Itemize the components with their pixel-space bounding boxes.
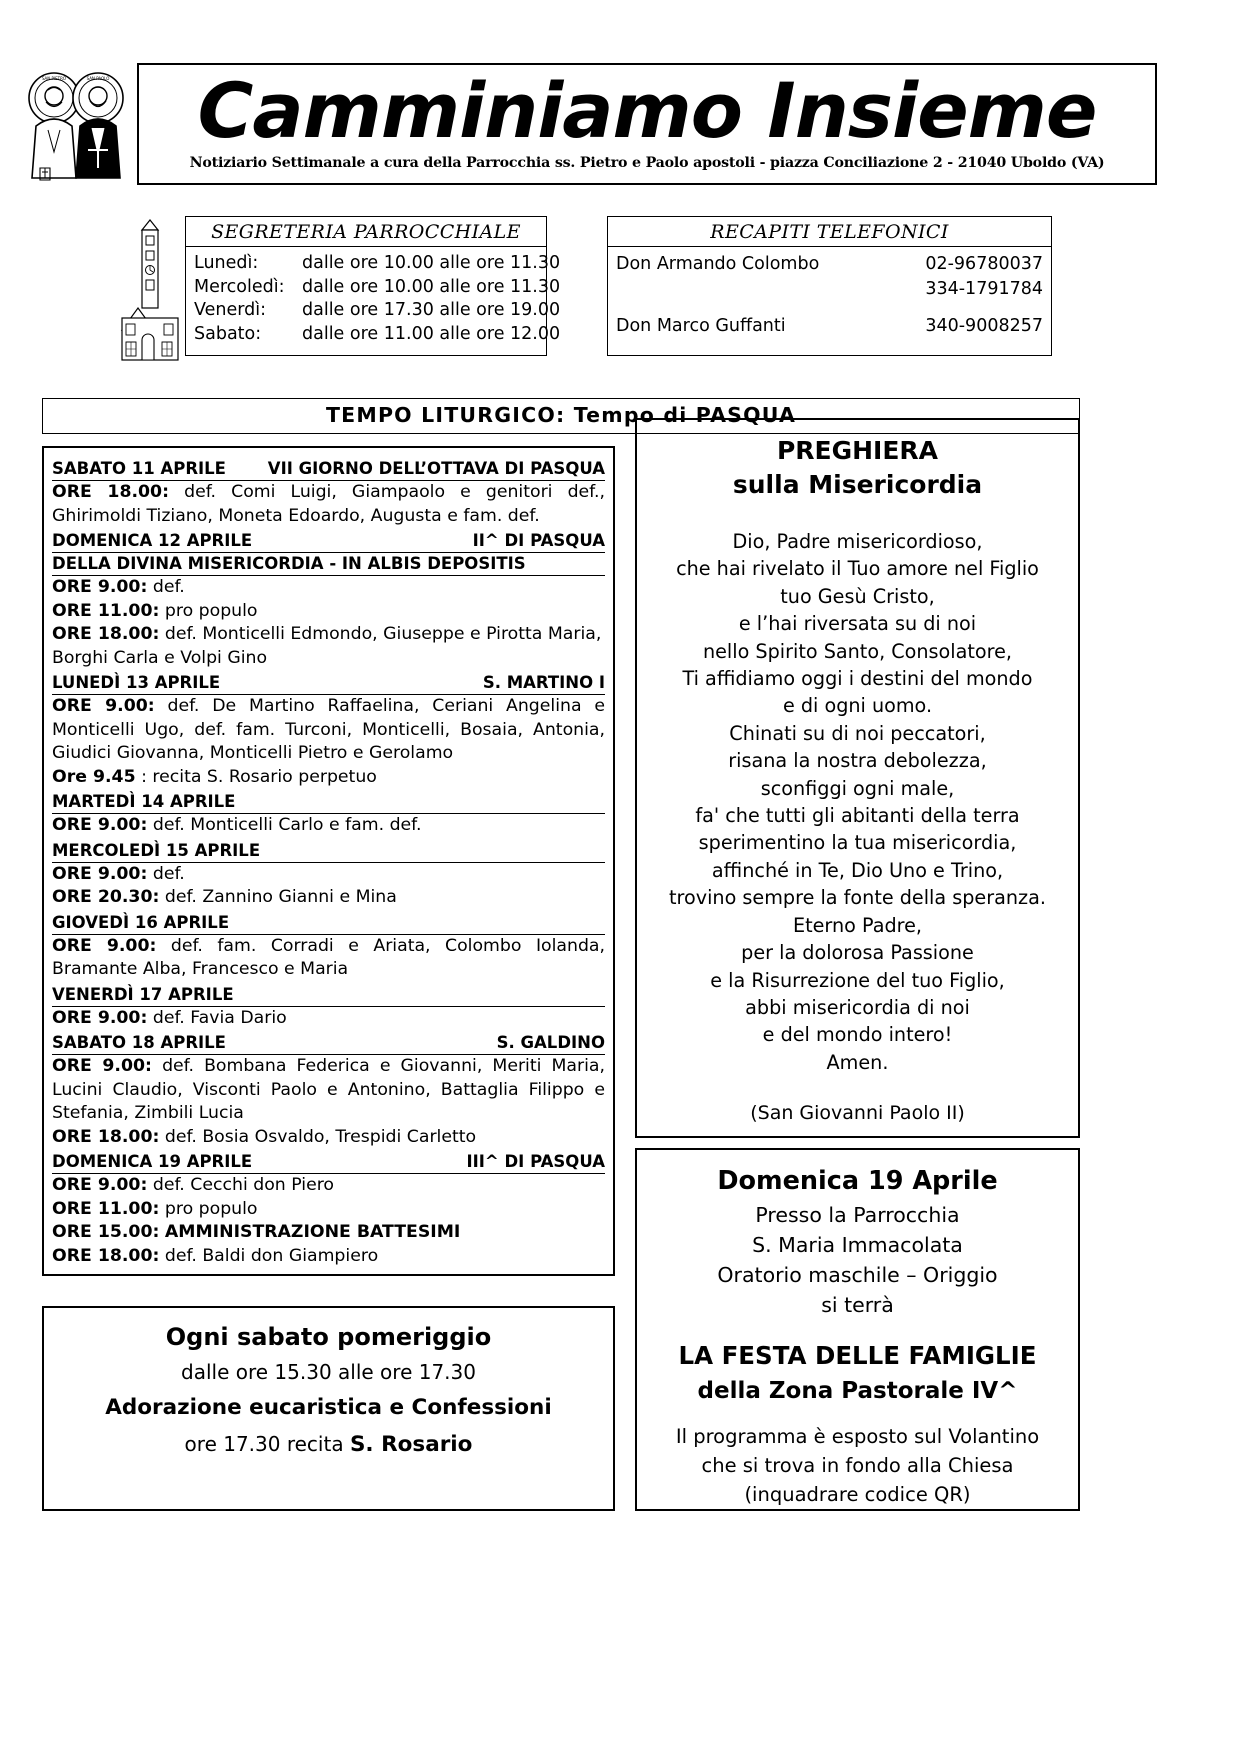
entry-text: def. <box>152 577 185 597</box>
schedule-day-header <box>52 840 605 863</box>
prayer-line: affinché in Te, Dio Uno e Trino, <box>711 858 1004 882</box>
day-label: GIOVEDÌ 16 APRILE <box>52 912 230 932</box>
masthead <box>22 58 1218 186</box>
prayer-line: Dio, Padre misericordioso, <box>732 530 983 553</box>
prayer-line: fa' che tutti gli abitanti della terra <box>695 804 1020 828</box>
entry-text: def. Zannino Gianni e Mina <box>164 887 397 907</box>
entry-time: Ore 9.45 <box>52 766 136 787</box>
prayer-line: abbi misericordia di noi <box>745 995 970 1019</box>
schedule-day-header <box>52 530 605 553</box>
feast-date: Domenica 19 Aprile <box>717 1166 998 1196</box>
day-feast: S. GALDINO <box>496 1033 605 1052</box>
segreteria-title: SEGRETERIA PARROCCHIALE <box>186 217 546 247</box>
masthead-title-box <box>137 63 1157 185</box>
adoration-title: Ogni sabato pomeriggio <box>165 1323 492 1351</box>
segreteria-row <box>194 299 561 323</box>
prayer-title-line1: PREGHIERA <box>776 436 939 465</box>
schedule-entry <box>52 1055 605 1126</box>
day-feast: II^ DI PASQUA <box>472 531 605 550</box>
day-feast: S. MARTINO I <box>482 673 605 692</box>
prayer-line: trovino sempre la fonte della speranza. <box>669 886 1046 910</box>
entry-text: def. <box>152 863 185 884</box>
entry-text: def. Comi Luigi, Giampaolo e genitori def., Ghirimoldi Tiziano, Moneta Edoardo, Augusta e fam. def. <box>52 482 605 526</box>
prayer-line: e la Risurrezione del tuo Figlio, <box>710 968 1005 992</box>
segreteria-time: dalle ore 11.00 alle ore 12.00 <box>302 323 561 344</box>
schedule-entry <box>52 1198 605 1222</box>
entry-time: ORE 18.00: <box>52 1126 160 1147</box>
day-label: LUNEDÌ 13 APRILE <box>52 673 221 692</box>
adoration-box <box>42 1306 615 1511</box>
day-label: SABATO 18 APRILE <box>52 1033 226 1052</box>
entry-time: ORE 20.30: <box>52 887 160 907</box>
entry-time: ORE 9.00: <box>52 815 148 835</box>
segreteria-time: dalle ore 10.00 alle ore 11.30 <box>302 276 561 297</box>
entry-text: pro populo <box>164 600 258 621</box>
schedule-day-header <box>52 984 605 1007</box>
rosary-prefix: ore 17.30 recita <box>184 1432 350 1456</box>
entry-time: ORE 15.00: <box>52 1222 160 1242</box>
entry-text: def. fam. Corradi e Ariata, Colombo Iolanda, Bramante Alba, Francesco e Maria <box>52 935 606 979</box>
entry-text: def. Monticelli Carlo e fam. def. <box>152 815 422 835</box>
publication-title: Camminiamo Insieme <box>197 66 1097 155</box>
entry-time: ORE 18.00: <box>52 624 160 644</box>
feast-location-line: S. Maria Immacolata <box>752 1233 963 1257</box>
entry-text: def. Baldi don Giampiero <box>164 1245 379 1266</box>
church-illustration-icon <box>120 218 180 363</box>
feast-headline-1: LA FESTA DELLE FAMIGLIE <box>678 1341 1037 1370</box>
segreteria-day: Venerdì: <box>194 300 266 320</box>
entry-text: def. Bombana Federica e Giovanni, Meriti Maria, Lucini Claudio, Visconti Paolo e Antonino, Battaglia Filippo e Stefania, Zimbili Lucia <box>52 1056 606 1123</box>
contact-row <box>616 314 1043 339</box>
prayer-line: Eterno Padre, <box>792 913 923 937</box>
schedule-entry <box>52 1126 605 1150</box>
prayer-line: e di ogni uomo. <box>782 694 933 718</box>
entry-text: AMMINISTRAZIONE BATTESIMI <box>164 1222 461 1242</box>
day-label: MARTEDÌ 14 APRILE <box>52 792 236 811</box>
schedule-entry <box>52 576 605 600</box>
contact-name: Don Armando Colombo <box>616 254 820 274</box>
schedule-day-header <box>52 1032 605 1055</box>
schedule-entry <box>52 766 605 790</box>
entry-time: ORE 9.00: <box>52 1007 148 1028</box>
day-label: DOMENICA 12 APRILE <box>52 531 253 550</box>
schedule-day-header <box>52 1151 605 1174</box>
feast-note-line: che si trova in fondo alla Chiesa <box>701 1454 1014 1477</box>
prayer-line: Amen. <box>826 1050 889 1074</box>
entry-time: ORE 9.00: <box>52 577 148 597</box>
prayer-line: sconfiggi ogni male, <box>760 776 955 800</box>
segreteria-time: dalle ore 10.00 alle ore 11.30 <box>302 253 561 273</box>
prayer-attribution: (San Giovanni Paolo II) <box>750 1102 965 1125</box>
feast-location-line: Oratorio maschile – Origgio <box>717 1263 998 1287</box>
entry-text: : recita S. Rosario perpetuo <box>141 766 377 787</box>
contact-phone: 334-1791784 <box>925 279 1043 299</box>
liturgical-season-banner: TEMPO LITURGICO: Tempo di PASQUA <box>42 398 1080 434</box>
entry-time: ORE 9.00: <box>52 1175 148 1195</box>
schedule-entry <box>52 1174 605 1198</box>
entry-time: ORE 18.00: <box>52 482 169 502</box>
contact-phone: 02-96780037 <box>925 254 1043 274</box>
schedule-entry <box>52 623 605 670</box>
svg-text:SAN PIETRO: SAN PIETRO <box>41 76 67 81</box>
recapiti-title: RECAPITI TELEFONICI <box>608 217 1051 247</box>
svg-text:SAN PAOLO: SAN PAOLO <box>86 76 110 81</box>
rosary-name: S. Rosario <box>349 1432 473 1457</box>
entry-text: def. Bosia Osvaldo, Trespidi Carletto <box>164 1126 477 1147</box>
day-label: SABATO 11 APRILE <box>52 459 226 478</box>
entry-text: def. Cecchi don Piero <box>152 1175 334 1195</box>
entry-text: def. Monticelli Edmondo, Giuseppe e Pirotta Maria, Borghi Carla e Volpi Gino <box>52 624 602 668</box>
contact-phone: 340-9008257 <box>925 316 1043 336</box>
entry-time: ORE 9.00: <box>52 863 148 884</box>
prayer-line: nello Spirito Santo, Consolatore, <box>702 639 1013 663</box>
schedule-entry <box>52 695 605 766</box>
entry-time: ORE 11.00: <box>52 600 160 621</box>
spacer <box>616 302 1043 314</box>
schedule-entry <box>52 935 605 982</box>
feast-note-line: Il programma è esposto sul Volantino <box>675 1425 1040 1448</box>
prayer-line: tuo Gesù Cristo, <box>780 584 935 608</box>
prayer-box <box>635 418 1080 1138</box>
contact-name: Don Marco Guffanti <box>616 316 786 336</box>
segreteria-box <box>185 216 561 356</box>
prayer-line: Ti affidiamo oggi i destini del mondo <box>682 667 1033 691</box>
day-label: VENERDÌ 17 APRILE <box>52 984 234 1004</box>
day-label: DOMENICA 19 APRILE <box>52 1152 253 1171</box>
segreteria-row <box>194 323 561 347</box>
segreteria-day: Sabato: <box>194 323 262 344</box>
schedule-day-subtitle: DELLA DIVINA MISERICORDIA - IN ALBIS DEPOSITIS <box>52 553 605 576</box>
schedule-day-header <box>52 458 605 481</box>
entry-time: ORE 9.00: <box>52 935 157 956</box>
segreteria-time: dalle ore 17.30 alle ore 19.00 <box>302 300 561 320</box>
feast-si-terra: si terrà <box>821 1293 894 1317</box>
recapiti-box <box>607 216 1052 356</box>
schedule-entry <box>52 814 605 838</box>
feast-note-line: (inquadrare codice QR) <box>744 1483 971 1506</box>
schedule-entry <box>52 1221 605 1245</box>
entry-time: ORE 9.00: <box>52 1056 152 1076</box>
entry-time: ORE 9.00: <box>52 696 155 716</box>
feast-headline-2: della Zona Pastorale IV^ <box>697 1378 1018 1404</box>
prayer-title-line2: sulla Misericordia <box>732 470 983 499</box>
prayer-line: e del mondo intero! <box>762 1023 953 1047</box>
family-feast-box <box>635 1148 1080 1511</box>
segreteria-row <box>194 276 561 300</box>
schedule-entry <box>52 481 605 528</box>
schedule-day-header <box>52 672 605 695</box>
entry-time: ORE 11.00: <box>52 1198 160 1219</box>
contact-row <box>616 277 1043 302</box>
entry-text: def. Favia Dario <box>152 1007 287 1028</box>
schedule-entry <box>52 1245 605 1269</box>
prayer-line: sperimentino la tua misericordia, <box>698 831 1017 855</box>
segreteria-day: Mercoledì: <box>194 276 285 297</box>
contact-row <box>616 252 1043 277</box>
entry-time: ORE 18.00: <box>52 1245 160 1266</box>
prayer-line: risana la nostra debolezza, <box>728 749 987 773</box>
publication-subtitle: Notiziario Settimanale a cura della Parrocchia ss. Pietro e Paolo apostoli - piazza Conciliazione 2 - 21040 Uboldo (VA) <box>189 155 1105 171</box>
feast-location-line: Presso la Parrocchia <box>755 1203 960 1227</box>
schedule-day-header <box>52 791 605 814</box>
segreteria-hours <box>186 247 561 346</box>
spacer <box>647 502 1068 528</box>
adoration-subject: Adorazione eucaristica e Confessioni <box>105 1395 552 1420</box>
entry-text: def. De Martino Raffaelina, Ceriani Angelina e Monticelli Ugo, def. fam. Turconi, Monticelli, Bosaia, Antonia, Giudici Giovanna, Monticelli Pietro e Gerolamo <box>52 696 605 763</box>
schedule-day-header <box>52 912 605 935</box>
entry-text: pro populo <box>164 1198 258 1219</box>
saints-logo-icon <box>22 68 142 188</box>
recapiti-contacts <box>608 247 1051 339</box>
prayer-line: che hai rivelato il Tuo amore nel Figlio <box>676 557 1039 581</box>
adoration-rosary <box>44 1426 613 1463</box>
adoration-hours: dalle ore 15.30 alle ore 17.30 <box>181 1360 476 1384</box>
day-feast: III^ DI PASQUA <box>466 1152 605 1171</box>
day-label: MERCOLEDÌ 15 APRILE <box>52 840 261 860</box>
schedule-entry <box>52 863 605 887</box>
mass-schedule-box <box>42 446 615 1276</box>
schedule-entry <box>52 600 605 624</box>
day-feast: VII GIORNO DELL’OTTAVA DI PASQUA <box>267 459 605 478</box>
prayer-line: per la dolorosa Passione <box>741 941 974 965</box>
segreteria-row <box>194 252 561 276</box>
prayer-line: Chinati su di noi peccatori, <box>729 721 986 745</box>
prayer-line: e l’hai riversata su di noi <box>738 612 977 636</box>
segreteria-day: Lunedì: <box>194 253 259 273</box>
schedule-entry <box>52 1007 605 1031</box>
schedule-entry <box>52 886 605 910</box>
